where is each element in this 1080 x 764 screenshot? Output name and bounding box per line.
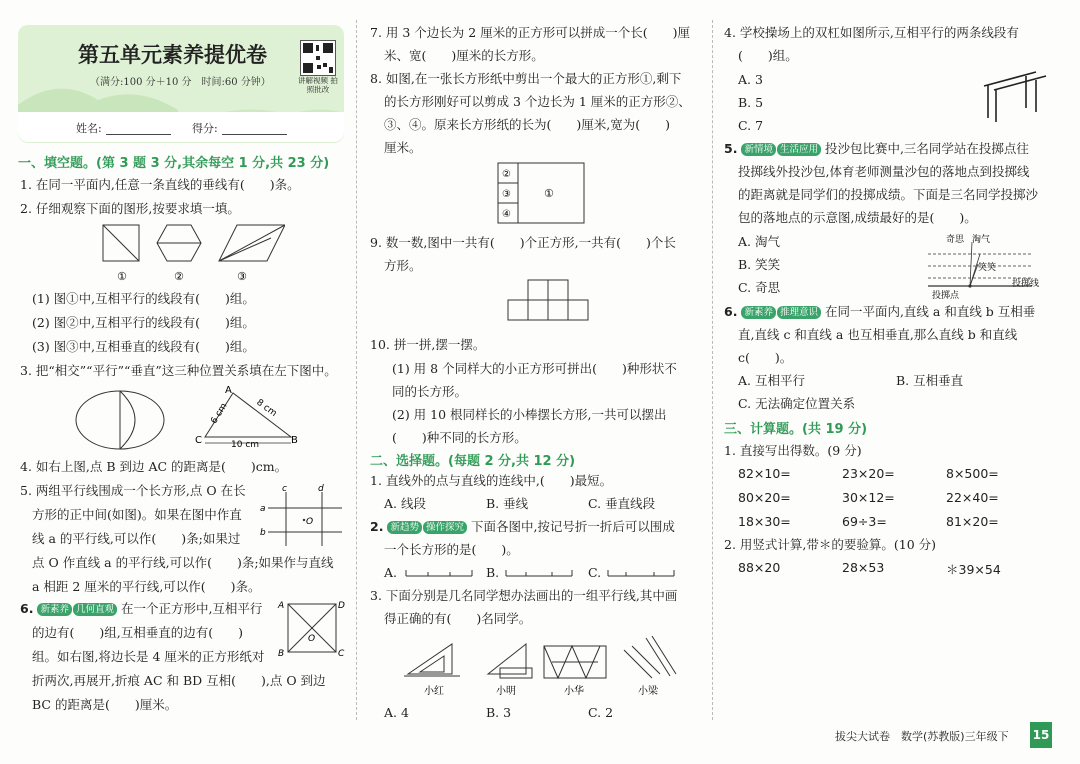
q5-line-4: 点 O 作直线 a 的平行线,可以作( )条;如果作与直线 [32,555,334,570]
c2-line-2: 一个长方形的是( )。 [384,542,519,557]
k1-item: 82×10= [738,466,791,481]
q9-line-1: 9. 数一数,图中一共有( )个正方形,一共有( )个长 [370,235,676,250]
q2-3-text: (3) 图③中,互相垂直的线段有( )组。 [32,339,255,354]
c3-name-xiaoliang: 小梁 [638,686,658,697]
c6-option-c: C. 无法确定位置关系 [738,396,856,411]
score-label: 得分: [192,122,218,135]
q5-line-2: 方形的正中间(如图)。如果在图中作直 [32,507,242,522]
c2-option-b: B. [486,565,500,580]
c5-line-1-text: 投沙包比赛中,三名同学站在投掷点往 [824,141,1029,156]
k2-text: 2. 用竖式计算,带＊的要验算。(10 分) [724,537,937,552]
page-number: 15 [1030,722,1052,748]
column-divider-2 [712,20,713,720]
q8-square-3: ③ [502,189,511,200]
section1-heading: 一、填空题。(第 3 题 3 分,其余每空 1 分,共 23 分) [18,156,330,171]
c5-line-3: 的距离就是同学们的投掷成绩。下面是三名同学投掷沙 [738,187,1039,202]
q6-number: 6. [20,601,34,616]
k2-item: 28×53 [842,560,885,575]
c2-option-c: C. [588,565,602,580]
c1-option-c: C. 垂直线段 [588,496,656,511]
c5-label-throw-line: 投掷线 [1012,279,1040,289]
q6-line-2: 的边有( )组,互相垂直的边有( ) [32,625,243,640]
q2-1-text: (1) 图①中,互相平行的线段有( )组。 [32,291,255,306]
c5-line-2: 投掷线外投沙包,体育老师测量沙包的落地点到投掷线 [738,164,1030,179]
c6-number: 6. [724,304,738,319]
q8-line-2: 的长方形刚好可以剪成 3 个边长为 1 厘米的正方形②、 [384,94,691,109]
c3-name-xiaoming: 小明 [496,686,516,697]
c5-label-taoqi: 淘气 [972,235,991,245]
c1-text: 1. 直线外的点与直线的连线中,( )最短。 [370,473,613,488]
c6-option-b: B. 互相垂直 [896,373,964,388]
c6-tag-literacy: 新素养 [741,306,776,319]
q3-side-ab: 8 cm [254,397,279,419]
c2-fold-figures [402,564,702,580]
q2-label-2: ② [174,270,184,283]
c5-line-4: 包的落地点的示意图,成绩最好的是( )。 [738,210,977,225]
q10-text: 10. 拼一拼,摆一摆。 [370,337,486,352]
q6-point-c: C [338,649,345,659]
name-score-row [18,112,344,142]
q7-line-1: 7. 用 3 个边长为 2 厘米的正方形可以拼成一个长( )厘 [370,25,690,40]
c5-line-1 [724,140,1029,158]
q5-line-3: 线 a 的平行线,可以作( )条;如果过 [32,531,241,546]
c6-line-3: c( )。 [738,350,793,365]
c5-label-throw-point: 投掷点 [932,291,960,301]
k2-item: ＊39×54 [946,562,1001,577]
c2-tag-trend: 新趋势 [387,521,422,534]
column-divider-1 [356,20,357,720]
c6-line-2: 直,直线 c 和直线 a 也互相垂直,那么直线 b 和直线 [738,327,1018,342]
c5-option-c: C. 奇思 [738,280,781,295]
c4-option-b: B. 5 [738,95,764,110]
q9-line-2: 方形。 [384,258,422,273]
c3-name-xiaohua: 小华 [564,686,584,697]
q3-figures [75,385,315,455]
q3-side-cb: 10 cm [231,440,260,450]
qr-caption: 讲解视频 拍照批改 [298,76,338,94]
k1-item: 22×40= [946,490,999,505]
section2-heading: 二、选择题。(每题 2 分,共 12 分) [370,454,576,469]
name-label: 姓名: [76,122,102,135]
k1-item: 8×500= [946,466,999,481]
c6-line-1-text: 在同一平面内,直线 a 和直线 b 互相垂 [824,304,1036,319]
k1-item: 81×20= [946,514,999,529]
c3-figures [400,632,700,702]
q6-line-1 [20,600,262,618]
q2-2-text: (2) 图②中,互相平行的线段有( )组。 [32,315,255,330]
c2-tag-explore: 操作探究 [423,521,467,534]
c3-line-2: 得正确的有( )名同学。 [384,611,532,626]
name-field[interactable] [106,134,171,135]
c3-option-b: B. 3 [486,705,512,720]
q10-2-line-2: ( )种不同的长方形。 [392,430,527,445]
c5-option-b: B. 笑笑 [738,257,781,272]
q3-point-b: B [291,435,298,446]
c3-line-1: 3. 下面分别是几名同学想办法画出的一组平行线,其中画 [370,588,678,603]
q5-line-d: d [318,484,324,494]
q6-tag-geometry: 几何直观 [73,603,117,616]
q5-point-o: O [306,517,314,527]
k1-item: 80×20= [738,490,791,505]
exam-title: 第五单元素养提优卷 [78,42,267,67]
c4-line-1: 4. 学校操场上的双杠如图所示,互相平行的两条线段有 [724,25,1019,40]
section3-heading: 三、计算题。(共 19 分) [724,422,868,437]
q10-1-line-2: 同的长方形。 [392,384,468,399]
q5-line-b: b [260,528,266,538]
q3-point-c: C [195,435,202,446]
q5-line-c: c [282,484,287,494]
c5-throw-figure [922,232,1062,302]
c1-option-b: B. 垂线 [486,496,529,511]
c5-label-xiaoxiao: 笑笑 [978,263,997,273]
c5-label-qisi: 奇思 [946,235,965,245]
c4-option-c: C. 7 [738,118,764,133]
c3-name-xiaohong: 小红 [424,686,444,697]
c1-option-a: A. 线段 [384,496,426,511]
q5-line-5: a 相距 2 厘米的平行线,可以作( )条。 [32,579,261,594]
q6-line-1-text: 在一个正方形中,互相平行 [120,601,263,616]
c4-option-a: A. 3 [738,72,763,87]
c2-line-1-text: 下面各图中,按记号折一折后可以围成 [470,519,675,534]
exam-subtitle: （满分:100 分＋10 分 时间:60 分钟） [90,77,271,88]
q8-line-3: ③、④。原来长方形纸的长为( )厘米,宽为( ) [384,117,670,132]
q6-tag-new-literacy: 新素养 [37,603,72,616]
c5-tag-application: 生活应用 [777,143,821,156]
q3-text: 3. 把“相交”“平行”“垂直”这三种位置关系填在左下图中。 [20,363,337,378]
c5-number: 5. [724,141,738,156]
c2-option-a: A. [384,565,398,580]
c6-tag-reasoning: 推理意识 [777,306,821,319]
q5-figure [258,482,344,548]
q6-line-5: BC 的距离是( )厘米。 [32,697,178,712]
q3-point-a: A [225,385,232,396]
k1-item: 23×20= [842,466,895,481]
q10-2-line-1: (2) 用 10 根同样长的小棒摆长方形,一共可以摆出 [392,407,667,422]
q8-figure [497,162,591,226]
qr-code-icon [300,40,336,76]
q8-square-2: ② [502,169,511,180]
q10-1-line-1: (1) 用 8 个同样大的小正方形可拼出( )种形状不 [392,361,677,376]
q4-text: 4. 如右上图,点 B 到边 AC 的距离是( )cm。 [20,459,288,474]
q8-line-1: 8. 如图,在一张长方形纸中剪出一个最大的正方形①,剩下 [370,71,682,86]
c3-option-c: C. 2 [588,705,614,720]
q9-figure [506,278,590,324]
q2-figures [95,222,285,286]
c3-option-a: A. 4 [384,705,409,720]
q8-square-1: ① [544,187,554,200]
q2-label-3: ③ [237,270,247,283]
q5-line-1: 5. 两组平行线围成一个长方形,点 O 在长 [20,483,246,498]
k1-item: 69÷3= [842,514,887,529]
q6-point-o: O [308,634,316,644]
q6-point-d: D [338,601,345,611]
k2-item: 88×20 [738,560,781,575]
c2-number: 2. [370,519,384,534]
q6-line-4: 折两次,再展开,折痕 AC 和 BD 互相( ),点 O 到边 [32,673,326,688]
k1-text: 1. 直接写出得数。(9 分) [724,443,862,458]
footer-text: 拔尖大试卷 数学(苏教版)三年级下 [835,730,1009,743]
q6-figure [276,598,346,660]
q6-point-a: A [278,601,285,611]
c5-tag-context: 新情境 [741,143,776,156]
c4-parallel-bars-figure [980,68,1056,124]
q7-line-2: 米、宽( )厘米的长方形。 [384,48,544,63]
c6-line-1 [724,303,1035,321]
q2-text: 2. 仔细观察下面的图形,按要求填一填。 [20,201,240,216]
k1-item: 18×30= [738,514,791,529]
q6-point-b: B [278,649,285,659]
score-field[interactable] [222,134,287,135]
q1-text: 1. 在同一平面内,任意一条直线的垂线有( )条。 [20,177,300,192]
c5-option-a: A. 淘气 [738,234,780,249]
c2-line-1 [370,518,675,536]
q5-line-a: a [260,504,266,514]
q6-line-3: 组。如右图,将边长是 4 厘米的正方形纸对 [32,649,265,664]
c4-line-2: ( )组。 [738,48,798,63]
q2-label-1: ① [117,270,127,283]
c6-option-a: A. 互相平行 [738,373,805,388]
q3-side-ca: 6 cm [209,401,230,426]
q8-square-4: ④ [502,209,511,220]
q8-line-4: 厘米。 [384,140,422,155]
k1-item: 30×12= [842,490,895,505]
